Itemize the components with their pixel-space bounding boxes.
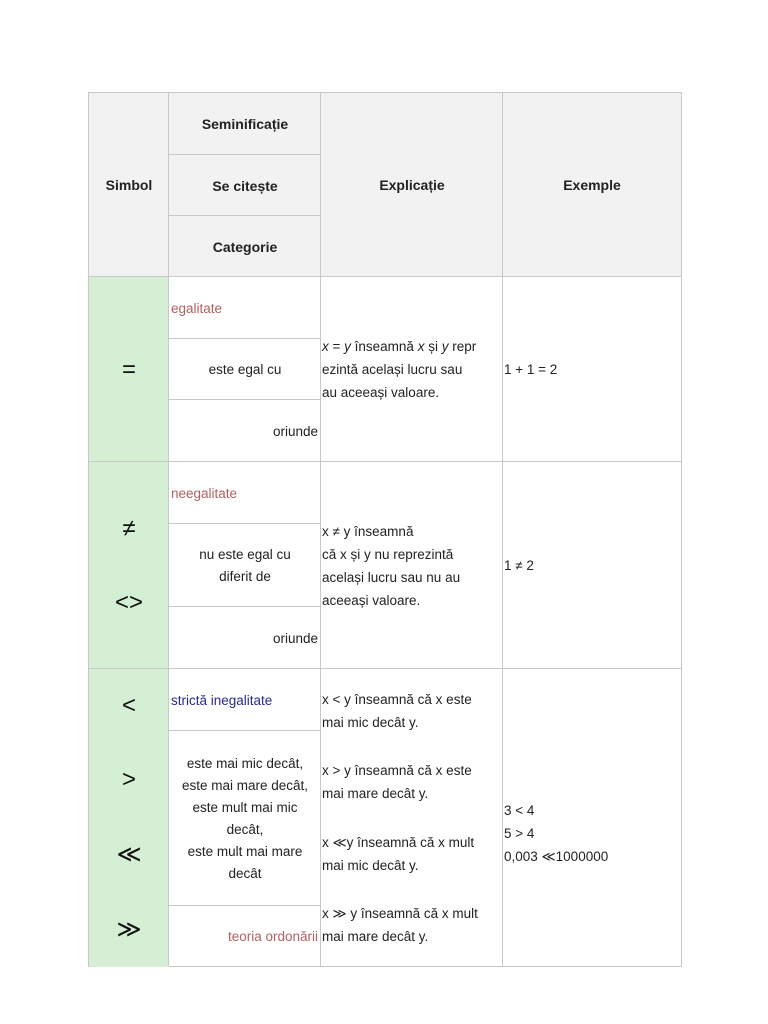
example-line: 1 ≠ 2	[504, 558, 534, 573]
row-notequal-symbol-cell	[89, 462, 169, 669]
row-strict-symbol-cell	[89, 669, 169, 967]
reads-line: este mult mai mic	[192, 799, 298, 815]
explanation-line: au aceeași valoare.	[322, 385, 440, 400]
explanation-line: x < y înseamnă că x este	[322, 691, 472, 707]
explanation-block	[322, 759, 503, 805]
symbol-much-greater-than: ≫	[116, 916, 142, 943]
explanation-line: x ≫ y înseamnă că x mult	[322, 906, 478, 922]
explanation-line: ezintă același lucru sau	[322, 362, 463, 377]
example-line: 1 + 1 = 2	[504, 362, 558, 377]
sub-row-divider	[169, 338, 321, 339]
row-strict-examples	[503, 669, 681, 967]
explanation-line: mai mare decât y.	[322, 929, 429, 945]
explanation-line: x = y înseamnă x și y repr	[322, 339, 477, 354]
row-notequal-explanation	[321, 462, 503, 669]
row-equal-examples	[503, 277, 681, 462]
sub-row-divider	[169, 730, 321, 731]
explanation-line: x ≠ y înseamnă	[322, 523, 414, 539]
sub-row-divider	[169, 215, 321, 216]
explanation-line: x ≪y înseamnă că x mult	[322, 834, 475, 850]
reads-line: este mai mare decât,	[181, 777, 309, 793]
row-equal-reads: este egal cu	[208, 361, 282, 377]
sub-row-divider	[169, 154, 321, 155]
symbol-diamond-not-equal: <>	[114, 588, 144, 616]
column-divider	[320, 93, 321, 966]
explanation-line: x > y înseamnă că x este	[322, 763, 472, 779]
row-divider	[89, 461, 681, 462]
symbol-not-equal: ≠	[122, 514, 136, 542]
sub-row-divider	[169, 905, 321, 906]
example-line: 5 > 4	[504, 825, 535, 841]
explanation-line: mai mic decât y.	[322, 714, 419, 730]
reads-line: decât,	[226, 821, 264, 837]
reads-line: decât	[228, 865, 262, 881]
header-category: Categorie	[169, 216, 321, 277]
row-notequal-origin: oriunde	[272, 630, 318, 646]
sub-row-divider	[169, 523, 321, 524]
sub-row-divider	[169, 606, 321, 607]
reads-line: este mai mic decât,	[186, 755, 304, 771]
sub-row-divider	[169, 399, 321, 400]
header-reads: Se citește	[169, 155, 321, 216]
reads-line: diferit de	[219, 568, 271, 584]
symbols-table	[88, 92, 682, 967]
column-divider	[168, 93, 169, 966]
header-examples: Exemple	[503, 93, 681, 277]
row-strict-reads	[169, 731, 321, 906]
column-divider	[502, 93, 503, 966]
example-line: 0,003 ≪1000000	[504, 848, 609, 864]
explanation-line: că x și y nu reprezintă	[322, 546, 454, 562]
row-equal-category[interactable]: egalitate	[171, 300, 223, 316]
example-line: 3 < 4	[504, 802, 535, 818]
explanation-block	[322, 902, 503, 948]
symbol-less-than: <	[121, 692, 136, 719]
row-equal-explanation	[321, 277, 503, 462]
row-notequal-reads	[169, 524, 321, 607]
header-meaning: Seminificație	[169, 93, 321, 155]
reads-line: nu este egal cu	[199, 546, 291, 562]
explanation-line: mai mare decât y.	[322, 786, 429, 802]
explanation-line: același lucru sau nu au	[322, 569, 461, 585]
row-strict-origin[interactable]: teoria ordonării	[227, 929, 318, 944]
row-divider	[89, 668, 681, 669]
explanation-line: mai mic decât y.	[322, 857, 419, 873]
row-strict-explanation	[321, 669, 503, 967]
symbol-much-less-than: ≪	[116, 841, 142, 868]
row-strict-category[interactable]: strictă inegalitate	[171, 692, 273, 708]
explanation-block	[322, 831, 503, 877]
explanation-line: aceeași valoare.	[322, 592, 421, 608]
row-equal-symbol-cell	[89, 277, 169, 462]
symbol-equal: =	[121, 355, 136, 383]
row-notequal-examples	[503, 462, 681, 669]
explanation-block	[322, 688, 503, 734]
row-equal-origin: oriunde	[272, 423, 318, 439]
header-explanation: Explicație	[321, 93, 503, 277]
header-symbol: Simbol	[89, 93, 169, 277]
row-divider	[89, 276, 681, 277]
row-notequal-category[interactable]: neegalitate	[171, 485, 238, 501]
symbol-greater-than: >	[121, 766, 136, 793]
reads-line: este mult mai mare	[187, 843, 303, 859]
